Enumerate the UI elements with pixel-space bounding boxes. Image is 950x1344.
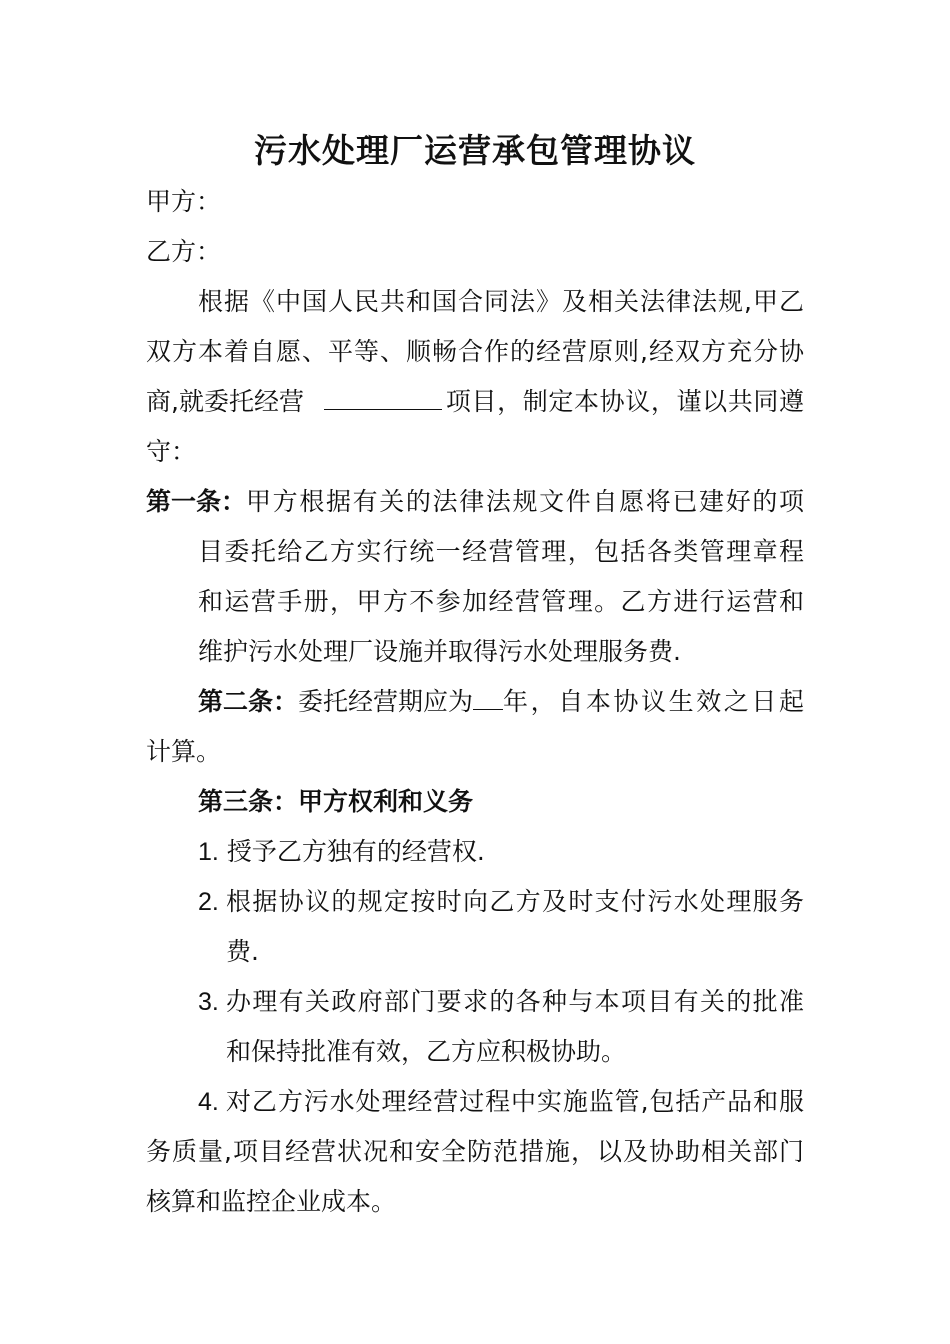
- party-b-label: 乙方：: [146, 237, 222, 266]
- party-a-label: 甲方：: [146, 187, 222, 216]
- list-item-text: 根据协议的规定按时向乙方及时支付污水处理服务: [226, 887, 804, 916]
- list-item-number: 4.: [198, 1088, 219, 1116]
- list-item-text: 对乙方污水处理经营过程中实施监管,包括产品和服: [226, 1087, 804, 1116]
- article-2-text-start: 委托经营期应为: [298, 687, 474, 716]
- list-item-number: 1.: [198, 838, 219, 866]
- article-2-heading: 第二条：: [198, 687, 299, 716]
- article-1-line-1: [146, 477, 804, 527]
- preamble-line-1: 根据《中国人民共和国合同法》及相关法律法规,甲乙: [198, 287, 804, 316]
- preamble-line-2: 双方本着自愿、平等、顺畅合作的经营原则,经双方充分协: [146, 337, 804, 366]
- article-2-text-end: 年，自本协议生效之日起: [503, 687, 804, 716]
- term-years-blank: [473, 679, 503, 710]
- list-item-2-line-1: [198, 877, 804, 927]
- article-1-line-4: 维护污水处理厂设施并取得污水处理服务费.: [198, 637, 681, 666]
- list-item-4-line-1: [198, 1077, 804, 1127]
- preamble-line-3-end: 项目，制定本协议，谨以共同遵: [445, 387, 804, 416]
- article-3-heading: 第三条：甲方权利和义务: [198, 787, 474, 816]
- list-item-number: 2.: [198, 888, 219, 916]
- preamble-line-3: [146, 377, 804, 427]
- list-item-text: 授予乙方独有的经营权.: [226, 837, 485, 866]
- list-item-3-line-2: 和保持批准有效，乙方应积极协助。: [226, 1037, 627, 1066]
- preamble-line-4: 守：: [146, 437, 197, 466]
- article-1-line-3: 和运营手册，甲方不参加经营管理。乙方进行运营和: [198, 587, 804, 616]
- article-1-text-1: 甲方根据有关的法律法规文件自愿将已建好的项: [246, 487, 804, 516]
- article-1-heading: 第一条：: [146, 487, 247, 516]
- project-name-blank: [324, 379, 442, 410]
- document-title: 污水处理厂运营承包管理协议: [254, 131, 696, 170]
- article-2-line-2: 计算。: [146, 737, 222, 766]
- list-item-text: 办理有关政府部门要求的各种与本项目有关的批准: [226, 987, 804, 1016]
- preamble-line-3-start: 商,就委托经营: [146, 387, 312, 416]
- list-item-1-line-1: [198, 827, 485, 877]
- list-item-number: 3.: [198, 988, 219, 1016]
- article-1-line-2: 目委托给乙方实行统一经营管理，包括各类管理章程: [198, 537, 804, 566]
- list-item-3-line-1: [198, 977, 804, 1027]
- list-item-2-line-2: 费.: [226, 937, 259, 966]
- list-item-4-line-2: 务质量,项目经营状况和安全防范措施，以及协助相关部门: [146, 1137, 804, 1166]
- article-2-line-1: [198, 677, 804, 727]
- list-item-4-line-3: 核算和监控企业成本。: [146, 1187, 397, 1216]
